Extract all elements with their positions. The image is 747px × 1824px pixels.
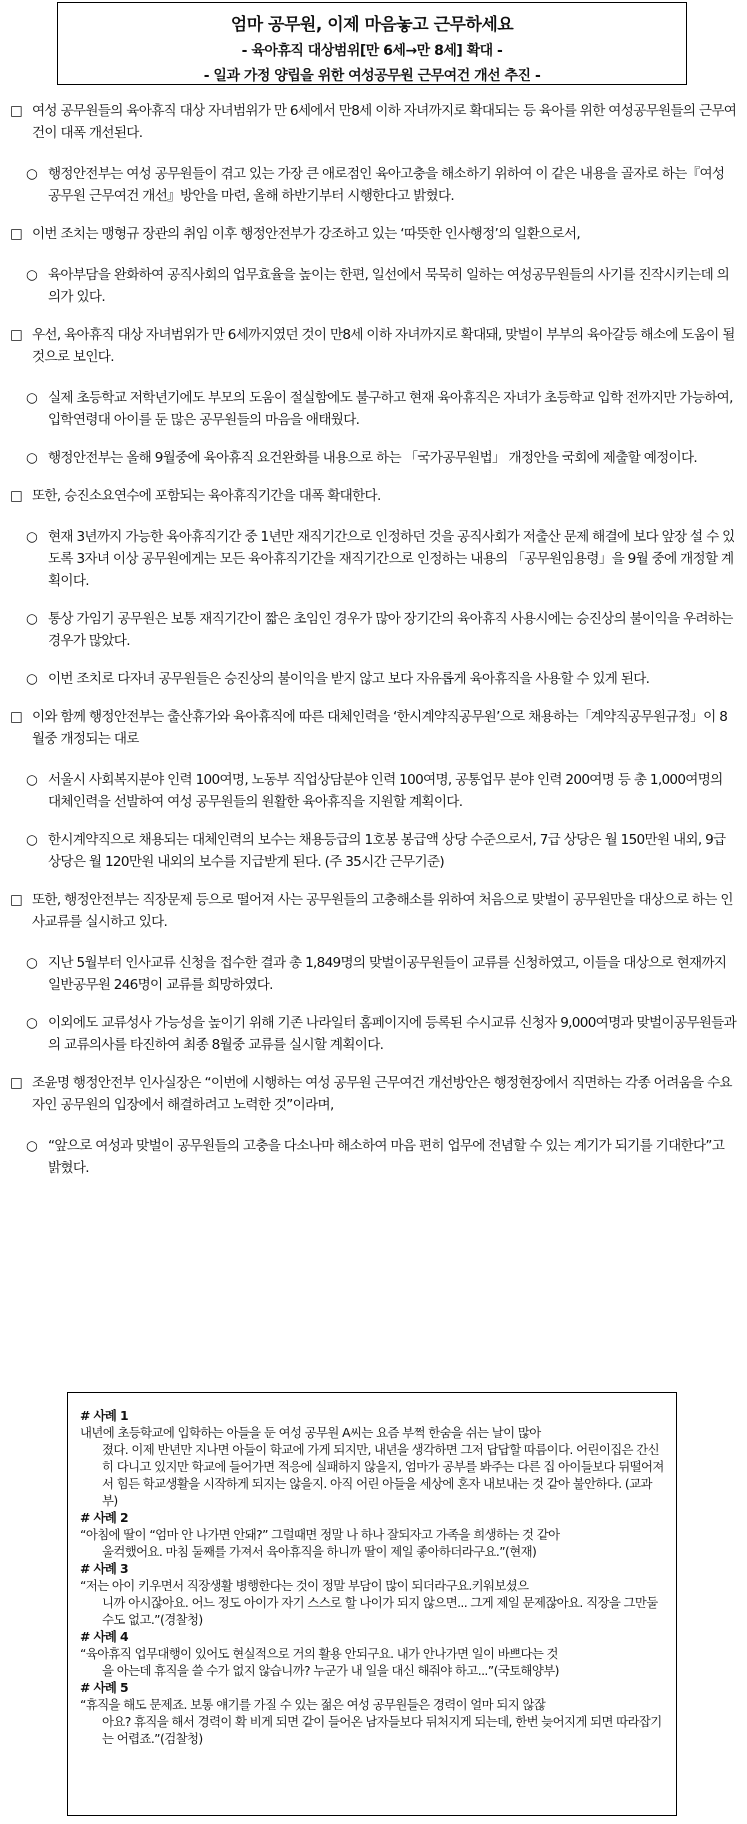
paragraph-text: 행정안전부는 올해 9월중에 육아휴직 요건완화를 내용으로 하는 「국가공무원법」 개정안을 국회에 제출할 예정이다. <box>48 450 698 466</box>
sub-paragraph <box>10 447 738 469</box>
case-label: # 사례 1 <box>80 1408 128 1423</box>
square-bullet-icon: □ <box>10 103 23 119</box>
sub-paragraph <box>10 1012 738 1056</box>
paragraph-text: 이와 함께 행정안전부는 출산휴가와 육아휴직에 따른 대체인력을 ‘한시계약직공무원’으로 채용하는「계약직공무원규정」이 8월중 개정되는 대로 <box>32 709 728 747</box>
page-title: 엄마 공무원, 이제 마음놓고 근무하세요 <box>230 15 514 35</box>
paragraph-text: 실제 초등학교 저학년기에도 부모의 도움이 절실함에도 불구하고 현재 육아휴직은 자녀가 초등학교 입학 전까지만 가능하여, 입학연령대 아이를 둔 많은 공무원들의 마음을 애태웠다. <box>48 390 733 428</box>
circle-bullet-icon: ○ <box>26 390 38 406</box>
square-bullet-icon: □ <box>10 226 23 242</box>
circle-bullet-icon: ○ <box>26 267 38 283</box>
paragraph-text: 조윤명 행정안전부 인사실장은 “이번에 시행하는 여성 공무원 근무여건 개선방안은 행정현장에서 직면하는 각종 어려움을 수요자인 공무원의 입장에서 해결하려고 노력한 것”이라며, <box>32 1075 732 1113</box>
main-paragraph <box>10 889 738 933</box>
sub-paragraph <box>10 668 738 690</box>
subtitle-1: - 육아휴직 대상범위[만 6세→만 8세] 확대 - <box>241 43 503 59</box>
square-bullet-icon: □ <box>10 327 23 343</box>
circle-bullet-icon: ○ <box>26 450 38 466</box>
main-paragraph <box>10 485 738 507</box>
circle-bullet-icon: ○ <box>26 955 38 971</box>
case-text <box>80 1577 664 1628</box>
square-bullet-icon: □ <box>10 488 23 504</box>
case-text-first: 내년에 초등학교에 입학하는 아들을 둔 여성 공무원 A씨는 요즘 부쩍 한숨을 쉬는 날이 많아 <box>80 1425 541 1440</box>
sub-paragraph <box>10 387 738 431</box>
title-box <box>57 2 687 85</box>
case-text-first: “저는 아이 키우면서 직장생활 병행한다는 것이 정말 부담이 많이 되더라구요.키워보셨으 <box>80 1578 529 1593</box>
case-text <box>80 1645 664 1679</box>
circle-bullet-icon: ○ <box>26 832 38 848</box>
paragraph-text: 또한, 행정안전부는 직장문제 등으로 떨어져 사는 공무원들의 고충해소를 위하여 처음으로 맞벌이 공무원만을 대상으로 하는 인사교류를 실시하고 있다. <box>32 892 733 930</box>
case-text-rest: 니까 아시잖아요. 어느 정도 아이가 자기 스스로 할 나이가 되지 않으면... 그게 제일 문제잖아요. 직장을 그만둘 수도 없고.”(경찰청) <box>102 1595 658 1627</box>
case-label: # 사례 3 <box>80 1561 128 1576</box>
sub-paragraph <box>10 769 738 813</box>
case-text-first: “육아휴직 업무대행이 있어도 현실적으로 거의 활용 안되구요. 내가 안나가면 일이 바쁘다는 것 <box>80 1646 558 1661</box>
sub-paragraph <box>10 163 738 207</box>
main-paragraph <box>10 1072 738 1116</box>
case-text-rest: 졌다. 이제 반년만 지나면 아들이 학교에 가게 되지만, 내년을 생각하면 그저 답답할 따름이다. 어린이집은 간신히 다니고 있지만 학교에 들어가면 적응에 실패하지 않을지, 엄마가 공부를 봐주는 다른 집 아이들보다 뒤떨어져서 힘든 학교생활을 시작하게 되지는 않을지. 아직 어린 아들을 세상에 혼자 내보내는 것 같아 불안하다. (교과부) <box>102 1442 664 1508</box>
paragraph-text: 행정안전부는 여성 공무원들이 겪고 있는 가장 큰 애로점인 육아고충을 해소하기 위하여 이 같은 내용을 골자로 하는『여성 공무원 근무여건 개선』방안을 마련, 올해 하반기부터 시행한다고 밝혔다. <box>48 166 725 204</box>
case-text-rest: 울컥했어요. 마침 둘째를 가져서 육아휴직을 하니까 딸이 제일 좋아하더라구요.”(현재) <box>102 1544 537 1559</box>
case-examples-box <box>67 1392 677 1816</box>
case-text-rest: 을 아는데 휴직을 쓸 수가 없지 않습니까? 누군가 내 일을 대신 해줘야 하고...”(국토해양부) <box>102 1663 559 1678</box>
paragraph-text: 한시계약직으로 채용되는 대체인력의 보수는 채용등급의 1호봉 봉급액 상당 수준으로서, 7급 상당은 월 150만원 내외, 9급 상당은 월 120만원 내외의 보수를 지급받게 된다. (주 35시간 근무기준) <box>48 832 726 870</box>
case-text <box>80 1424 664 1509</box>
case-text-first: “아침에 딸이 “엄마 안 나가면 안돼?” 그럴때면 정말 나 하나 잘되자고 가족을 희생하는 것 같아 <box>80 1527 560 1542</box>
paragraph-text: 이외에도 교류성사 가능성을 높이기 위해 기존 나라일터 홈페이지에 등록된 수시교류 신청자 9,000여명과 맞벌이공무원들과의 교류의사를 타진하여 최종 8월중 교류를 실시할 계획이다. <box>48 1015 737 1053</box>
sub-paragraph <box>10 1135 738 1179</box>
paragraph-text: “앞으로 여성과 맞벌이 공무원들의 고충을 다소나마 해소하여 마음 편히 업무에 전념할 수 있는 계기가 되기를 기대한다”고 밝혔다. <box>48 1138 725 1176</box>
sub-paragraph <box>10 526 738 592</box>
sub-paragraph <box>10 952 738 996</box>
paragraph-text: 이번 조치로 다자녀 공무원들은 승진상의 불이익을 받지 않고 보다 자유롭게 육아휴직을 사용할 수 있게 된다. <box>48 671 650 687</box>
paragraph-text: 또한, 승진소요연수에 포함되는 육아휴직기간을 대폭 확대한다. <box>32 488 381 504</box>
paragraph-text: 서울시 사회복지분야 인력 100여명, 노동부 직업상담분야 인력 100여명, 공통업무 분야 인력 200여명 등 총 1,000여명의 대체인력을 선발하여 여성 공무원들의 원활한 육아휴직을 지원할 계획이다. <box>48 772 723 810</box>
sub-paragraph <box>10 264 738 308</box>
circle-bullet-icon: ○ <box>26 166 38 182</box>
case-label: # 사례 2 <box>80 1510 128 1525</box>
case-label: # 사례 4 <box>80 1629 128 1644</box>
square-bullet-icon: □ <box>10 1075 23 1091</box>
subtitle-2: - 일과 가정 양립을 위한 여성공무원 근무여건 개선 추진 - <box>203 68 541 84</box>
main-paragraph <box>10 100 738 144</box>
paragraph-text: 우선, 육아휴직 대상 자녀범위가 만 6세까지였던 것이 만8세 이하 자녀까지로 확대돼, 맞벌이 부부의 육아갈등 해소에 도움이 될 것으로 보인다. <box>32 327 735 365</box>
paragraph-text: 여성 공무원들의 육아휴직 대상 자녀범위가 만 6세에서 만8세 이하 자녀까지로 확대되는 등 육아를 위한 여성공무원들의 근무여건이 대폭 개선된다. <box>32 103 737 141</box>
press-release-body <box>10 100 738 1195</box>
paragraph-text: 지난 5월부터 인사교류 신청을 접수한 결과 총 1,849명의 맞벌이공무원들이 교류를 신청하였고, 이들을 대상으로 현재까지 일반공무원 246명이 교류를 희망하였다. <box>48 955 727 993</box>
circle-bullet-icon: ○ <box>26 611 38 627</box>
case-text-rest: 아요? 휴직을 해서 경력이 확 비게 되면 같이 들어온 남자들보다 뒤처지게 되는데, 한번 늦어지게 되면 따라잡기는 어렵죠.”(검찰청) <box>102 1714 662 1746</box>
case-text <box>80 1696 664 1747</box>
circle-bullet-icon: ○ <box>26 1138 38 1154</box>
circle-bullet-icon: ○ <box>26 1015 38 1031</box>
main-paragraph <box>10 324 738 368</box>
circle-bullet-icon: ○ <box>26 772 38 788</box>
main-paragraph <box>10 223 738 245</box>
sub-paragraph <box>10 608 738 652</box>
circle-bullet-icon: ○ <box>26 529 38 545</box>
case-text-first: “휴직을 해도 문제죠. 보통 얘기를 가질 수 있는 젊은 여성 공무원들은 경력이 얼마 되지 않잖 <box>80 1697 546 1712</box>
case-text <box>80 1526 664 1560</box>
paragraph-text: 육아부담을 완화하여 공직사회의 업무효율을 높이는 한편, 일선에서 묵묵히 일하는 여성공무원들의 사기를 진작시키는데 의의가 있다. <box>48 267 730 305</box>
paragraph-text: 현재 3년까지 가능한 육아휴직기간 중 1년만 재직기간으로 인정하던 것을 공직사회가 저출산 문제 해결에 보다 앞장 설 수 있도록 3자녀 이상 공무원에게는 모든 육아휴직기간을 재직기간으로 인정하는 내용의 「공무원임용령」을 9월 중에 개정할 계획이다. <box>48 529 735 589</box>
square-bullet-icon: □ <box>10 709 23 725</box>
sub-paragraph <box>10 829 738 873</box>
circle-bullet-icon: ○ <box>26 671 38 687</box>
paragraph-text: 이번 조치는 맹형규 장관의 취임 이후 행정안전부가 강조하고 있는 ‘따뜻한 인사행정’의 일환으로서, <box>32 226 580 242</box>
paragraph-text: 통상 가임기 공무원은 보통 재직기간이 짧은 초임인 경우가 많아 장기간의 육아휴직 사용시에는 승진상의 불이익을 우려하는 경우가 많았다. <box>48 611 733 649</box>
case-label: # 사례 5 <box>80 1680 128 1695</box>
main-paragraph <box>10 706 738 750</box>
square-bullet-icon: □ <box>10 892 23 908</box>
